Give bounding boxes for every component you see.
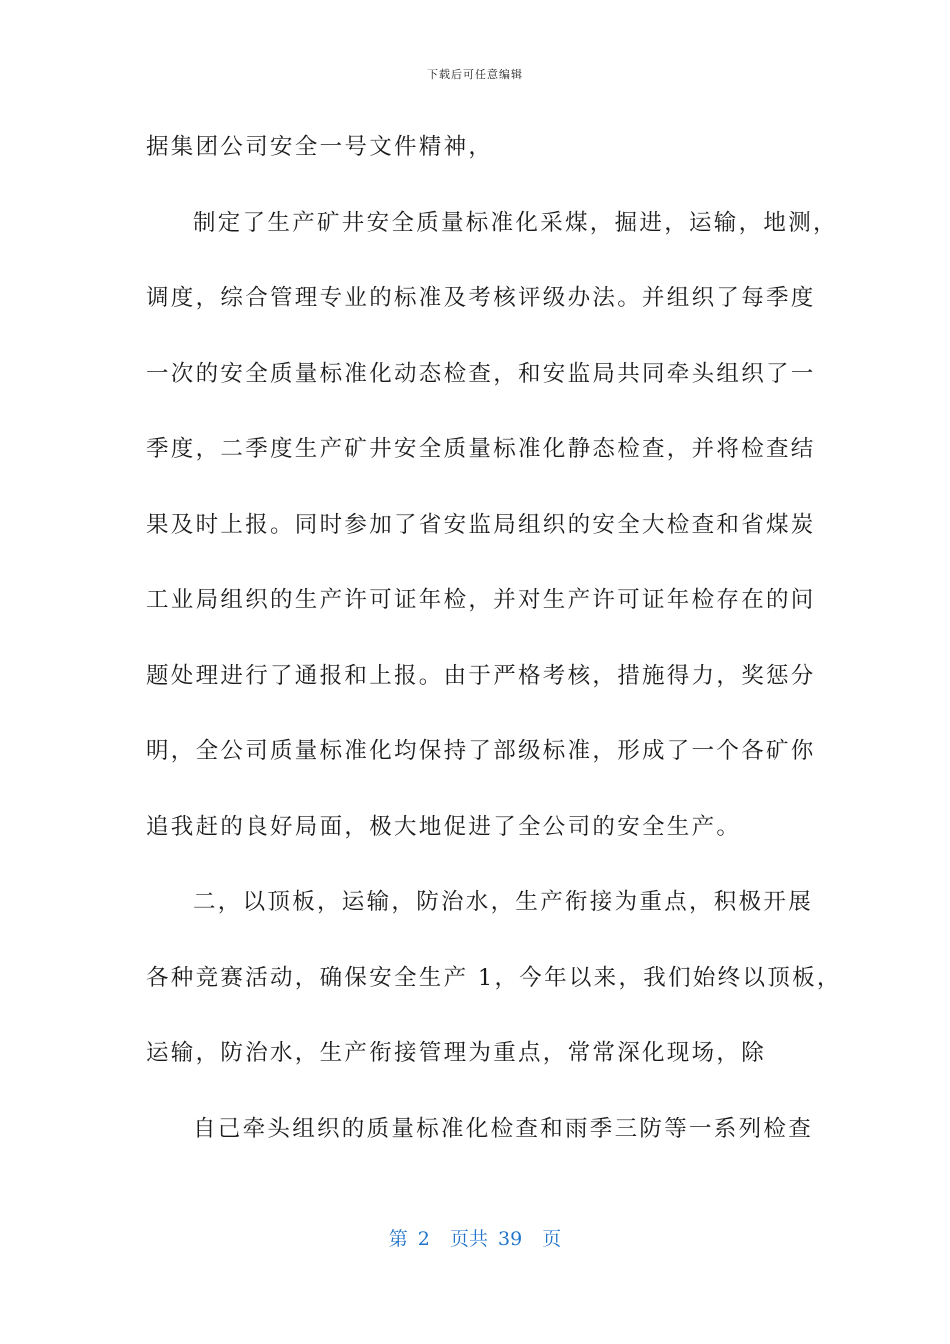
- page-header: 下载后可任意编辑: [427, 68, 523, 81]
- paragraph-line: 追我赶的良好局面，极大地促进了全公司的安全生产。: [146, 813, 742, 840]
- paragraph-line: 自己牵头组织的质量标准化检查和雨季三防等一系列检查: [193, 1115, 814, 1142]
- paragraph-line: 各种竞赛活动，确保安全生产 1，今年以来，我们始终以顶板，: [146, 964, 842, 991]
- page-footer: 第 2 页共 39 页: [388, 1228, 562, 1250]
- paragraph-line: 季度，二季度生产矿井安全质量标准化静态检查，并将检查结: [146, 436, 816, 462]
- paragraph-line: 一次的安全质量标准化动态检查，和安监局共同牵头组织了一: [146, 360, 816, 387]
- paragraph-line: 题处理进行了通报和上报。由于严格考核，措施得力，奖惩分: [146, 662, 816, 689]
- document-body: [146, 127, 842, 1184]
- paragraph-line: 二，以顶板，运输，防治水，生产衔接为重点，积极开展: [193, 889, 814, 915]
- paragraph-line: 调度，综合管理专业的标准及考核评级办法。并组织了每季度: [146, 285, 816, 311]
- paragraph-line: 制定了生产矿井安全质量标准化采煤，掘进，运输，地测，: [193, 209, 838, 236]
- paragraph-line: 工业局组织的生产许可证年检，并对生产许可证年检存在的问: [146, 587, 816, 613]
- paragraph-line: 明，全公司质量标准化均保持了部级标准，形成了一个各矿你: [146, 738, 816, 764]
- paragraph-line: 据集团公司安全一号文件精神，: [146, 134, 494, 160]
- paragraph-line: 运输，防治水，生产衔接管理为重点，常常深化现场，除: [146, 1040, 767, 1066]
- paragraph-line: 果及时上报。同时参加了省安监局组织的安全大检查和省煤炭: [146, 511, 816, 538]
